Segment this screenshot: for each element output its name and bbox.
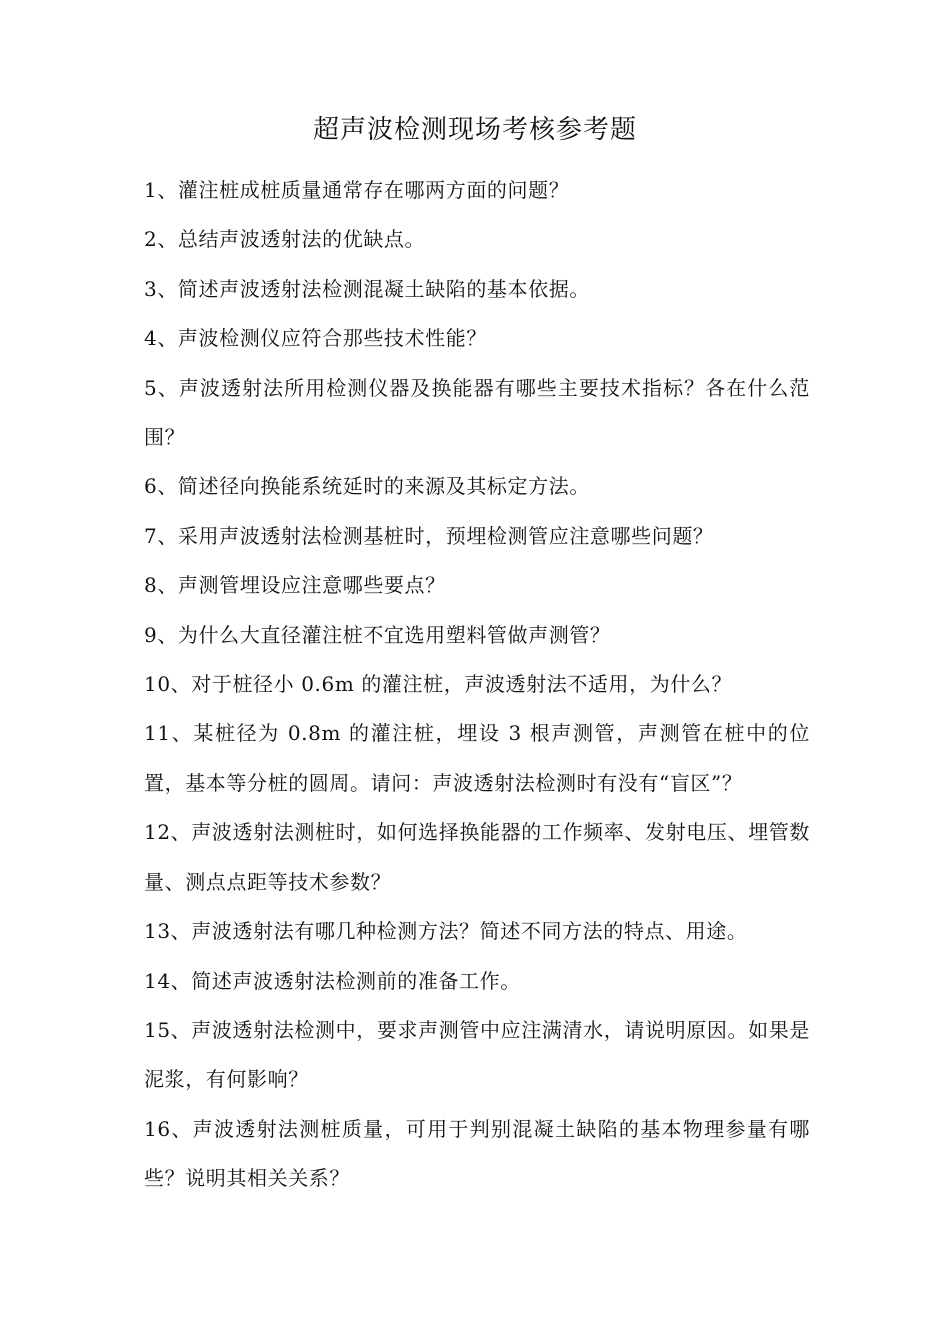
question-list	[144, 166, 810, 1204]
question-item: 14、简述声波透射法检测前的准备工作。	[144, 968, 521, 993]
question-item: 3、简述声波透射法检测混凝土缺陷的基本依据。	[144, 276, 590, 301]
question-item: 4、声波检测仪应符合那些技术性能？	[144, 326, 487, 351]
question-item: 6、简述径向换能系统延时的来源及其标定方法。	[144, 474, 590, 499]
question-item: 9、为什么大直径灌注桩不宜选用塑料管做声测管？	[144, 622, 611, 647]
question-item: 12、声波透射法测桩时，如何选择换能器的工作频率、发射电压、埋管数量、测点点距等技术参数？	[144, 820, 810, 894]
question-item: 16、声波透射法测桩质量，可用于判别混凝土缺陷的基本物理参量有哪些？说明其相关关系？	[144, 1116, 810, 1191]
document-title: 超声波检测现场考核参考题	[312, 115, 637, 145]
question-item: 7、采用声波透射法检测基桩时，预埋检测管应注意哪些问题？	[144, 523, 714, 548]
question-item: 11、某桩径为 0.8m 的灌注桩，埋设 3 根声测管，声测管在桩中的位置，基本等分桩的圆周。请问：声波透射法检测时有没有“盲区”？	[144, 721, 810, 795]
question-item: 10、对于桩径小 0.6m 的灌注桩，声波透射法不适用，为什么？	[144, 672, 733, 697]
question-item: 8、声测管埋设应注意哪些要点？	[144, 573, 446, 598]
question-item: 5、声波透射法所用检测仪器及换能器有哪些主要技术指标？各在什么范围？	[144, 375, 810, 450]
question-item: 15、声波透射法检测中，要求声测管中应注满清水，请说明原因。如果是泥浆，有何影响？	[144, 1017, 810, 1092]
question-item: 13、声波透射法有哪几种检测方法？简述不同方法的特点、用途。	[144, 919, 748, 944]
question-item: 1、灌注桩成桩质量通常存在哪两方面的问题？	[144, 178, 570, 202]
question-item: 2、总结声波透射法的优缺点。	[144, 227, 426, 252]
